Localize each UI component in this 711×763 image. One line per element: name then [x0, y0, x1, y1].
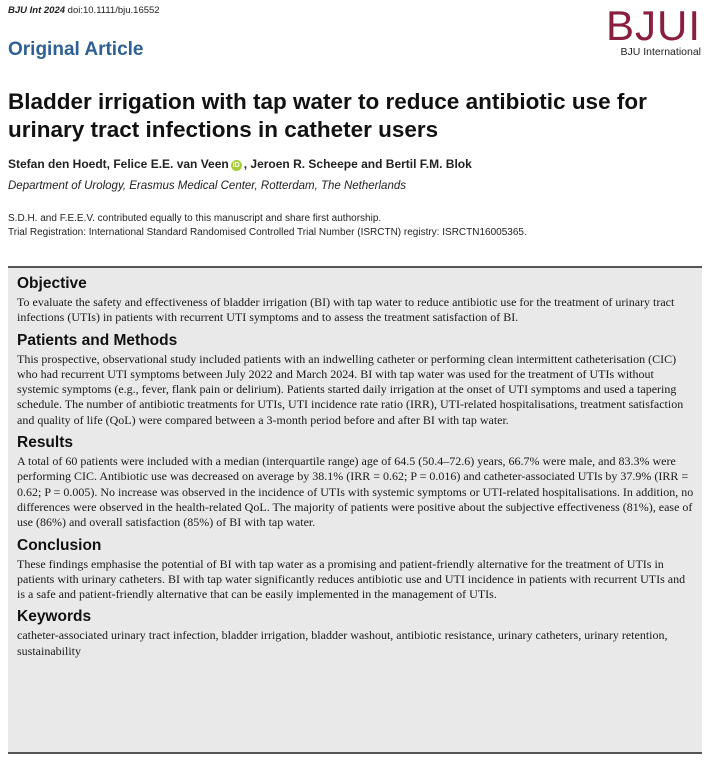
trial-registration-note: Trial Registration: International Standard Randomised Controlled Trial Number (ISRCTN) registry: ISRCTN16005365.	[8, 227, 527, 238]
article-type: Original Article	[8, 39, 144, 60]
orcid-icon[interactable]: iD	[232, 162, 240, 169]
logo-mark: BJUI	[605, 2, 701, 49]
doi-text[interactable]: doi:10.1111/bju.16552	[67, 5, 160, 16]
authors-first: Stefan den Hoedt, Felice E.E. van Veen	[8, 157, 229, 171]
conclusion-text: These findings emphasise the potential of BI with tap water as a promising and patient-friendly alternative for the treatment of UTIs in patients with urinary catheters. BI with tap water significantly reduces antibiotic use and UTI incidence in patients with recurrent UTIs and is a safe and patient-friendly alternative that can be easily implemented in the management of UTIs.	[17, 556, 686, 602]
journal-issue: BJU Int 2024	[8, 5, 66, 16]
abstract-box	[8, 266, 702, 754]
journal-reference	[8, 5, 160, 16]
keywords-text: catheter-associated urinary tract infection, bladder irrigation, bladder washout, antibiotic resistance, urinary catheters, urinary retention, sustainability	[17, 628, 668, 658]
authors-rest: , Jeroen R. Scheepe and Bertil F.M. Blok	[243, 157, 472, 171]
results-heading: Results	[17, 434, 73, 452]
methods-heading: Patients and Methods	[17, 331, 178, 349]
conclusion-heading: Conclusion	[17, 536, 102, 554]
objective-text: To evaluate the safety and effectiveness of bladder irrigation (BI) with tap water to reduce antibiotic use for the treatment of urinary tract infections (UTIs) in patients with recurrent UTI symptoms and to assess the treatment satisfaction of BI.	[17, 295, 675, 325]
author-notes	[8, 212, 527, 240]
article-title: Bladder irrigation with tap water to reduce antibiotic use for urinary tract infections in catheter users	[8, 89, 647, 142]
author-list	[8, 157, 472, 171]
journal-logo	[601, 4, 701, 58]
methods-text: This prospective, observational study included patients with an indwelling catheter or performing clean intermittent catheterisation (CIC) who had recurrent UTI symptoms between July 2022 and March 2024. BI with tap water was used for the treatment of UTIs without systemic symptoms (e.g., fever, flank pain or delirium). Patients started daily irrigation at the onset of UTI symptoms and used a tapering schedule. The number of antibiotic treatments for UTIs, UTI incidence rate ratio (IRR), UTI-related hospitalisations, treatment satisfaction and quality of life (QoL) were compared between a 3-month period before and after BI with tap water.	[17, 351, 684, 427]
affiliation: Department of Urology, Erasmus Medical Center, Rotterdam, The Netherlands	[8, 180, 406, 192]
equal-contribution-note: S.D.H. and F.E.E.V. contributed equally to this manuscript and share first authorship.	[8, 213, 382, 224]
results-text: A total of 60 patients were included with a median (interquartile range) age of 64.5 (50.4–72.6) years, 66.7% were male, and 83.3% were performing CIC. Antibiotic use was decreased on average by 38.1% (IRR = 0.62; P = 0.016) and catheter-associated UTIs by 37.9% (IRR = 0.62; P = 0.005). No increase was observed in the incidence of UTIs with systemic symptoms or UTI-related hospitalisations. In addition, no differences were observed in the health-related QoL. The majority of patients were positive about the subjective effectiveness (81%), ease of use (86%) and overall satisfaction (85%) of BI with tap water.	[17, 454, 694, 530]
logo-subtitle: BJU International	[620, 46, 701, 58]
keywords-heading: Keywords	[17, 608, 92, 626]
objective-heading: Objective	[17, 275, 87, 292]
